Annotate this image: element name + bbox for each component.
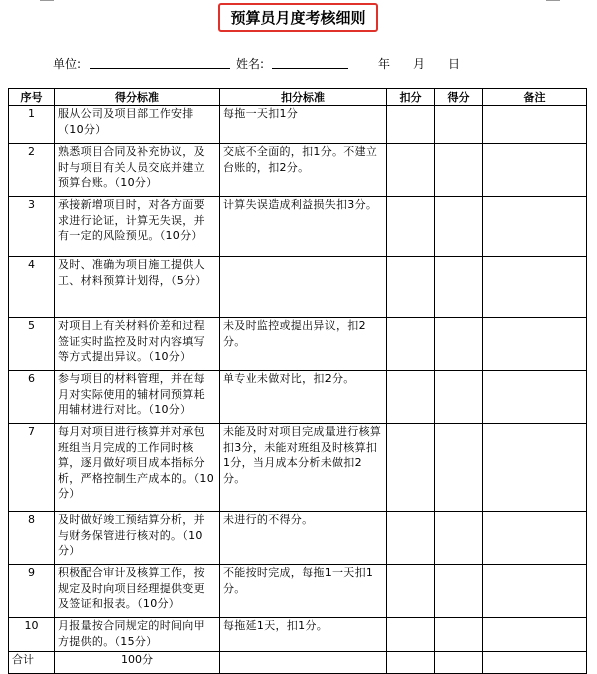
row-deduction-standard <box>220 257 387 318</box>
row-remarks-cell[interactable] <box>483 106 587 144</box>
table-row <box>9 197 587 257</box>
header-score: 得分 <box>435 89 483 106</box>
row-seq: 1 <box>9 106 55 144</box>
row-deduction-standard: 未进行的不得分。 <box>220 512 387 565</box>
row-seq: 2 <box>9 144 55 197</box>
row-seq: 10 <box>9 618 55 652</box>
row-seq: 4 <box>9 257 55 318</box>
row-score-cell[interactable] <box>435 106 483 144</box>
row-scoring-standard: 月报量按合同规定的时间向甲方提供的。（15分） <box>55 618 220 652</box>
table-row <box>9 318 587 371</box>
header-deducted-points: 扣分 <box>387 89 435 106</box>
row-remarks-cell[interactable] <box>483 197 587 257</box>
row-score-cell[interactable] <box>435 197 483 257</box>
row-scoring-standard: 熟悉项目合同及补充协议，及时与项目有关人员交底并建立预算台账。（10分） <box>55 144 220 197</box>
row-seq: 3 <box>9 197 55 257</box>
row-score-cell[interactable] <box>435 257 483 318</box>
total-remarks-cell[interactable] <box>483 652 587 674</box>
table-row <box>9 424 587 512</box>
row-remarks-cell[interactable] <box>483 371 587 424</box>
row-deduction-standard: 未能及时对项目完成量进行核算扣3分，未能对班组及时核算扣1分，当月成本分析未做扣2分。 <box>220 424 387 512</box>
row-scoring-standard: 每月对项目进行核算并对承包班组当月完成的工作同时核算，逐月做好项目成本指标分析，严格控制生产成本的。（10分） <box>55 424 220 512</box>
info-line <box>0 55 597 71</box>
assessment-table <box>8 88 587 674</box>
row-seq: 9 <box>9 565 55 618</box>
name-label: 姓名: <box>236 57 265 71</box>
row-deduction-standard: 交底不全面的，扣1分。不建立台账的，扣2分。 <box>220 144 387 197</box>
row-deduction-standard: 每拖一天扣1分 <box>220 106 387 144</box>
top-edge-mark-right <box>546 0 560 1</box>
table-row <box>9 144 587 197</box>
row-score-cell[interactable] <box>435 371 483 424</box>
row-scoring-standard: 参与项目的材料管理，并在每月对实际使用的辅材同预算耗用辅材进行对比。（10分） <box>55 371 220 424</box>
unit-blank-field[interactable] <box>90 68 230 69</box>
total-deducted-cell[interactable] <box>387 652 435 674</box>
row-seq: 7 <box>9 424 55 512</box>
row-deducted-cell[interactable] <box>387 371 435 424</box>
table-row <box>9 371 587 424</box>
table-row <box>9 257 587 318</box>
row-score-cell[interactable] <box>435 512 483 565</box>
row-deduction-standard: 不能按时完成，每拖1一天扣1分。 <box>220 565 387 618</box>
row-scoring-standard: 承接新增项目时，对各方面要求进行论证，计算无失误，并有一定的风险预见。（10分） <box>55 197 220 257</box>
row-deducted-cell[interactable] <box>387 257 435 318</box>
row-seq: 5 <box>9 318 55 371</box>
table-row <box>9 512 587 565</box>
table-row <box>9 565 587 618</box>
total-deduction-cell[interactable] <box>220 652 387 674</box>
row-deducted-cell[interactable] <box>387 424 435 512</box>
row-deducted-cell[interactable] <box>387 512 435 565</box>
row-scoring-standard: 服从公司及项目部工作安排（10分） <box>55 106 220 144</box>
row-deduction-standard: 单专业未做对比，扣2分。 <box>220 371 387 424</box>
row-deduction-standard: 每拖延1天，扣1分。 <box>220 618 387 652</box>
row-remarks-cell[interactable] <box>483 512 587 565</box>
row-deducted-cell[interactable] <box>387 318 435 371</box>
header-deduction-standard: 扣分标准 <box>220 89 387 106</box>
row-deducted-cell[interactable] <box>387 618 435 652</box>
row-scoring-standard: 及时做好竣工预结算分析，并与财务保管进行核对的。（10分） <box>55 512 220 565</box>
header-remarks: 备注 <box>483 89 587 106</box>
row-scoring-standard: 及时、准确为项目施工提供人工、材料预算计划得，（5分） <box>55 257 220 318</box>
row-remarks-cell[interactable] <box>483 424 587 512</box>
row-score-cell[interactable] <box>435 318 483 371</box>
row-deducted-cell[interactable] <box>387 106 435 144</box>
row-deducted-cell[interactable] <box>387 565 435 618</box>
row-deduction-standard: 计算失误造成利益损失扣3分。 <box>220 197 387 257</box>
total-score-cell[interactable] <box>435 652 483 674</box>
row-remarks-cell[interactable] <box>483 144 587 197</box>
day-label: 日 <box>448 57 461 71</box>
header-seq: 序号 <box>9 89 55 106</box>
row-remarks-cell[interactable] <box>483 257 587 318</box>
row-scoring-standard: 对项目上有关材料价差和过程签证实时监控及时对内容填写等方式提出异议。（10分） <box>55 318 220 371</box>
row-score-cell[interactable] <box>435 565 483 618</box>
year-label: 年 <box>378 57 391 71</box>
row-remarks-cell[interactable] <box>483 565 587 618</box>
page-title: 预算员月度考核细则 <box>218 3 378 32</box>
row-deduction-standard: 未及时监控或提出异议，扣2分。 <box>220 318 387 371</box>
row-scoring-standard: 积极配合审计及核算工作，按规定及时向项目经理提供变更及签证和报表。（10分） <box>55 565 220 618</box>
header-scoring-standard: 得分标准 <box>55 89 220 106</box>
row-seq: 8 <box>9 512 55 565</box>
row-seq: 6 <box>9 371 55 424</box>
row-score-cell[interactable] <box>435 144 483 197</box>
total-value: 100分 <box>55 652 220 674</box>
row-score-cell[interactable] <box>435 424 483 512</box>
row-deducted-cell[interactable] <box>387 144 435 197</box>
total-label: 合计 <box>9 652 55 674</box>
row-remarks-cell[interactable] <box>483 618 587 652</box>
total-row <box>9 652 587 674</box>
table-header-row <box>9 89 587 106</box>
row-remarks-cell[interactable] <box>483 318 587 371</box>
table-row <box>9 106 587 144</box>
unit-label: 单位: <box>53 57 82 71</box>
name-blank-field[interactable] <box>272 68 348 69</box>
row-deducted-cell[interactable] <box>387 197 435 257</box>
top-edge-mark-left <box>40 0 54 1</box>
table-row <box>9 618 587 652</box>
row-score-cell[interactable] <box>435 618 483 652</box>
month-label: 月 <box>413 57 426 71</box>
